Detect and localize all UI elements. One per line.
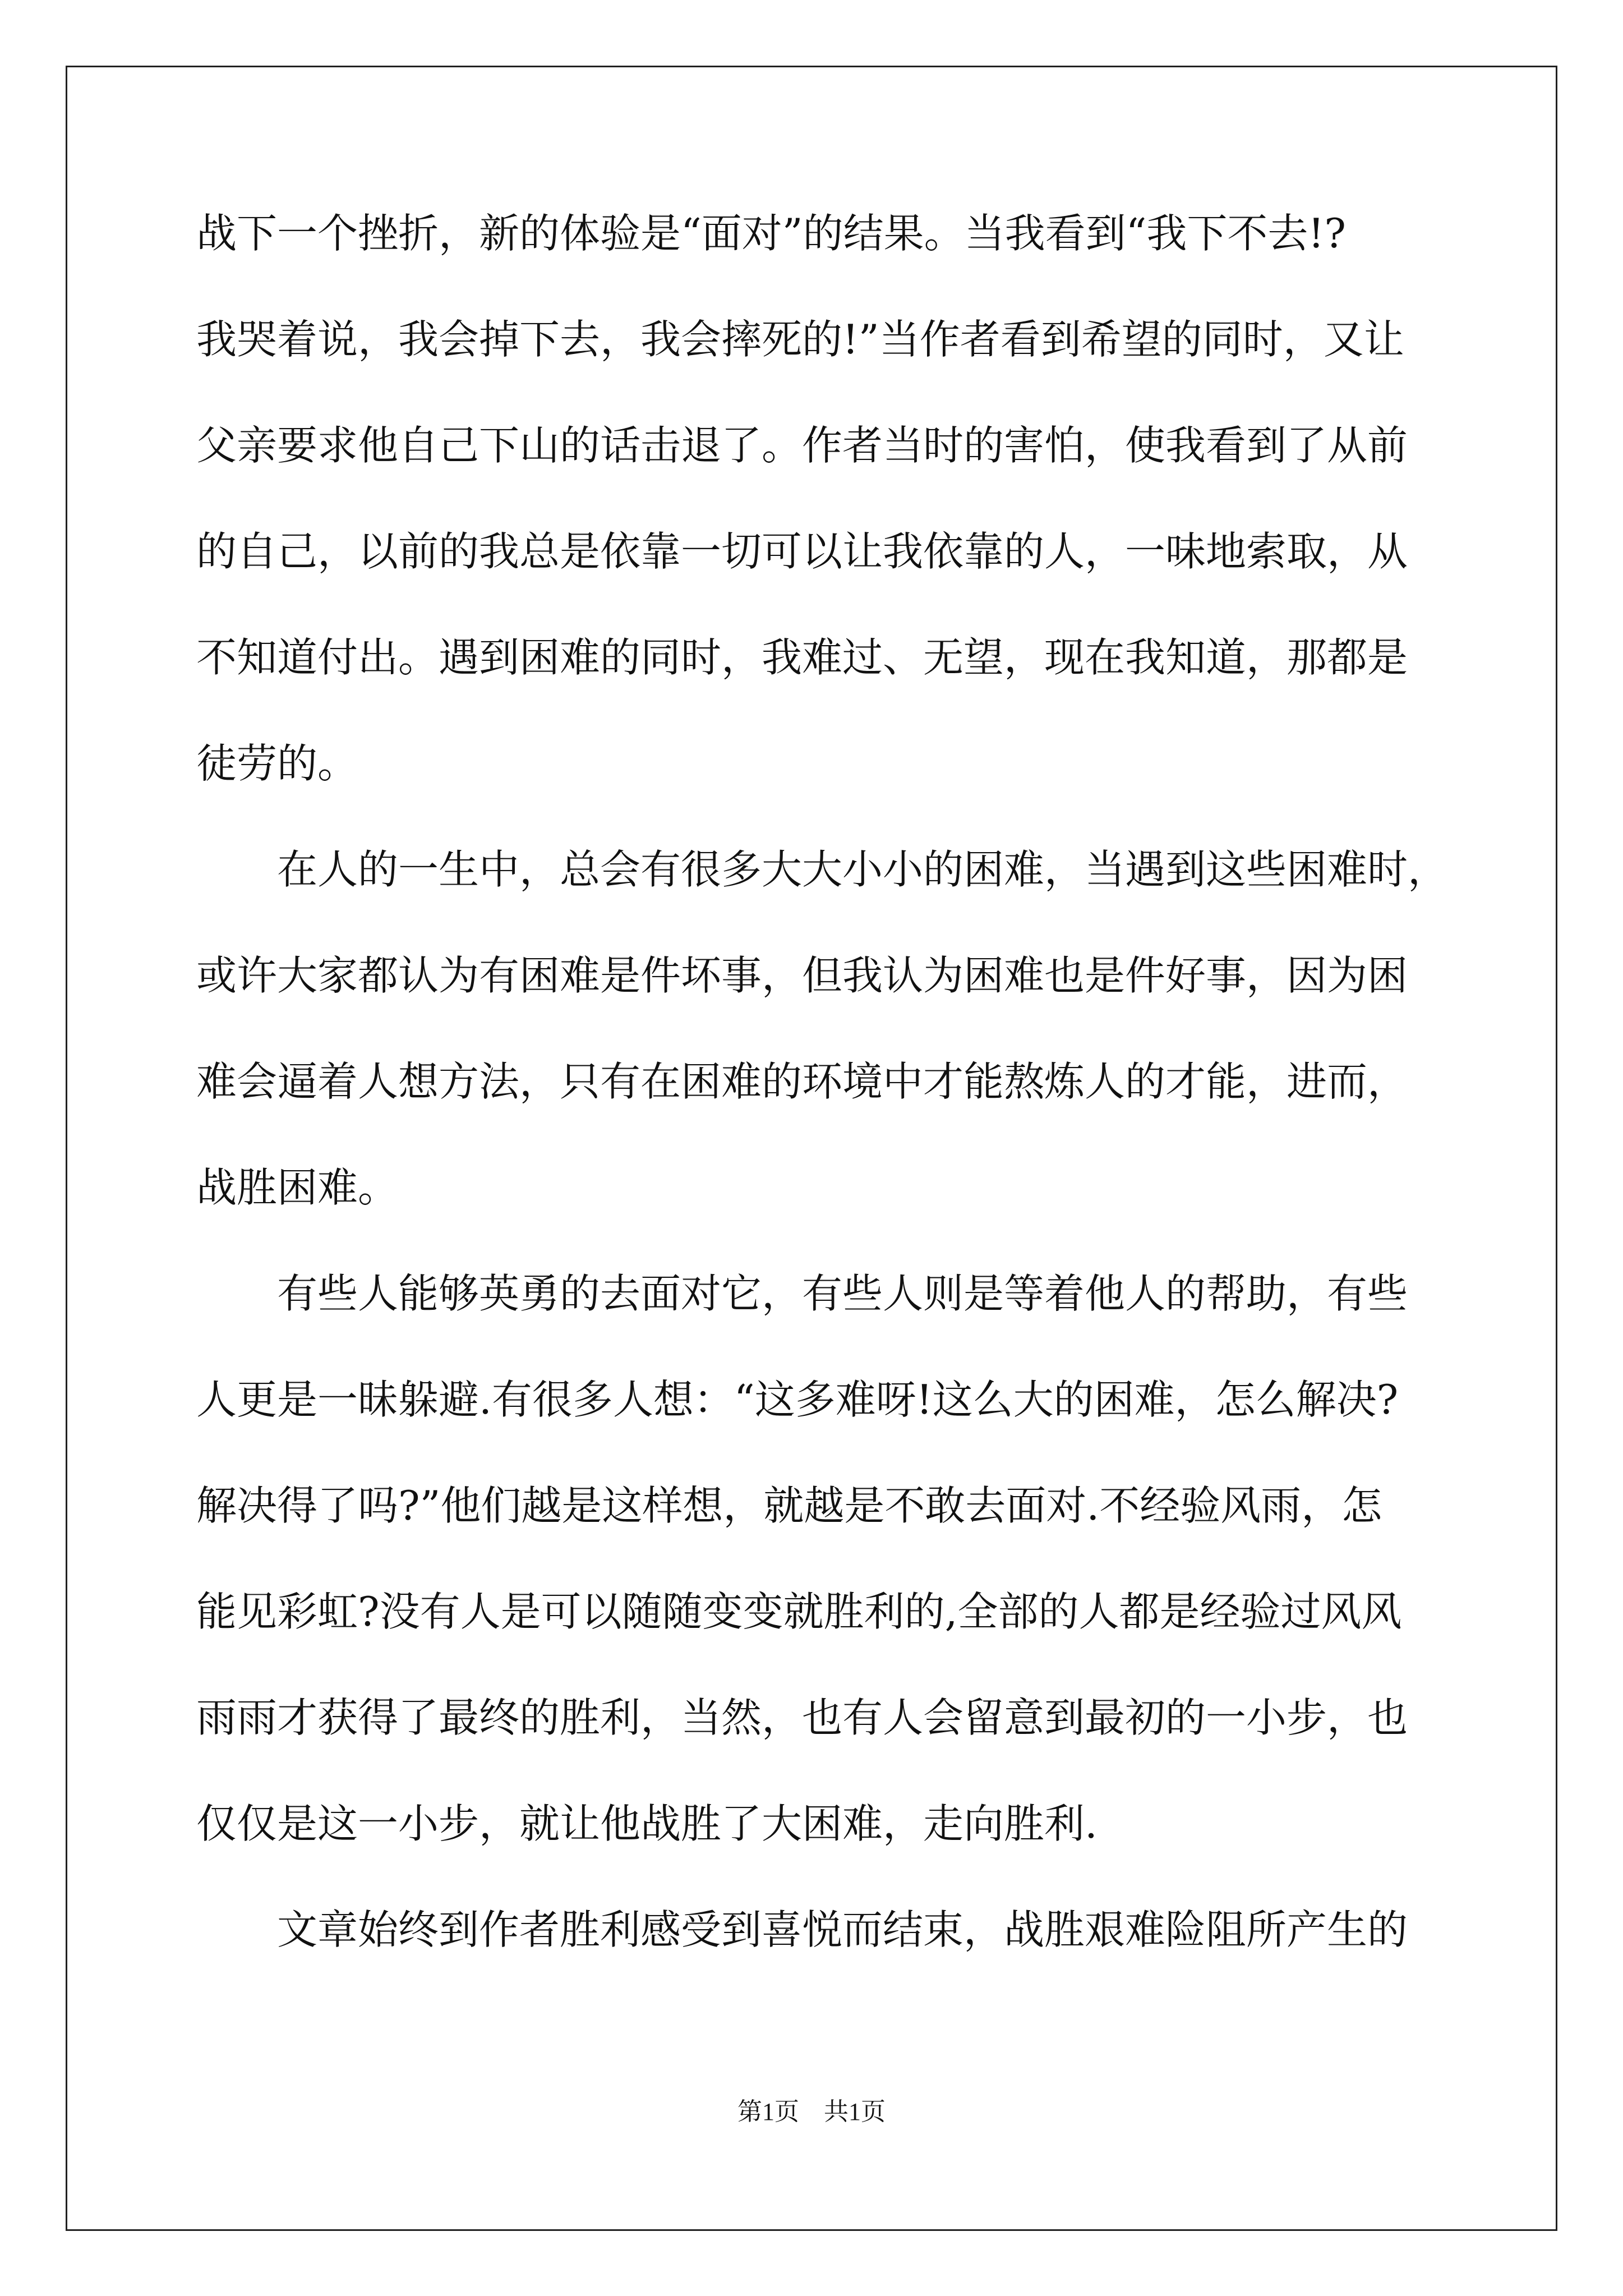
text-line: 战下一个挫折，新的体验是“面对”的结果。当我看到“我下不去!?: [196, 210, 1346, 257]
page-footer: 第1页 共1页: [737, 2098, 886, 2125]
text-line: 雨雨才获得了最终的胜利，当然，也有人会留意到最初的一小步，也: [196, 1694, 1408, 1741]
text-line: 人更是一昧躲避.有很多人想：“这多难呀!这么大的困难，怎么解决?: [196, 1376, 1399, 1423]
text-line: 难会逼着人想方法，只有在困难的环境中才能熬炼人的才能，进而，: [196, 1058, 1408, 1105]
text-line: 的自己，以前的我总是依靠一切可以让我依靠的人，一味地索取，从: [196, 528, 1408, 575]
text-line: 解决得了吗?”他们越是这样想，就越是不敢去面对.不经验风雨，怎: [196, 1482, 1382, 1529]
text-line: 能见彩虹?没有人是可以随随变变就胜利的,全部的人都是经验过风风: [196, 1588, 1402, 1635]
text-line: 在人的一生中，总会有很多大大小小的困难，当遇到这些困难时，: [196, 846, 1449, 893]
text-line: 有些人能够英勇的去面对它，有些人则是等着他人的帮助，有些: [196, 1270, 1408, 1317]
text-line: 我哭着说，我会掉下去，我会摔死的!”当作者看到希望的同时，又让: [196, 316, 1404, 363]
text-line: 父亲要求他自己下山的话击退了。作者当时的害怕，使我看到了从前: [196, 422, 1408, 469]
text-line: 战胜困难。: [196, 1164, 399, 1211]
text-line: 仅仅是这一小步，就让他战胜了大困难，走向胜利.: [196, 1800, 1098, 1847]
text-line: 不知道付出。遇到困难的同时，我难过、无望，现在我知道，那都是: [196, 634, 1408, 681]
text-line: 文章始终到作者胜利感受到喜悦而结束，战胜艰难险阻所产生的: [196, 1906, 1408, 1953]
text-line: 或许大家都认为有困难是件坏事，但我认为困难也是件好事，因为困: [196, 952, 1408, 999]
text-line: 徒劳的。: [196, 740, 358, 787]
document-body: [196, 210, 1449, 2016]
